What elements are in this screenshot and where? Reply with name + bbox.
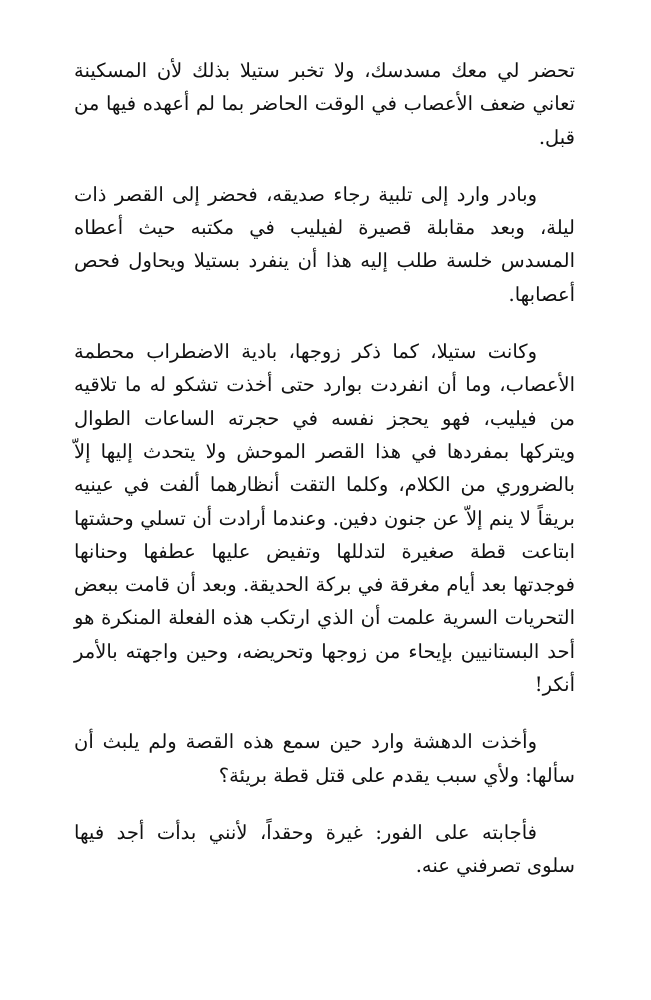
paragraph-2: وبادر وارد إلى تلبية رجاء صديقه، فحضر إلى القصر ذات ليلة، وبعد مقابلة قصيرة لفيليب في مكتبه حيث أعطاه المسدس خلسة طلب إليه هذا أن ينفرد بستيلا ويحاول فحص أعصابها.	[74, 182, 575, 306]
paragraph-1: تحضر لي معك مسدسك، ولا تخبر ستيلا بذلك لأن المسكينة تعاني ضعف الأعصاب في الوقت الحاضر بما لم أعهده فيها من قبل.	[74, 59, 575, 149]
paragraph-3: وكانت ستيلا، كما ذكر زوجها، بادية الاضطراب محطمة الأعصاب، وما أن انفردت بوارد حتى أخذت تشكو له ما تلاقيه من فيليب، فهو يحجز نفسه في حجرته الساعات الطوال ويتركها بمفردها في هذا القصر الموحش ولا يتحدث إليها إلاّ بالضروري من الكلام، وكلما التقت أنظارهما ألفت في عينيه بريقاً لا ينم إلاّ عن جنون دفين. وعندما أرادت أن تسلي وحشتها ابتاعت قطة صغيرة لتدللها وتفيض عليها عطفها وحنانها فوجدتها بعد أيام مغرقة في بركة الحديقة. وبعد أن قامت ببعض التحريات السرية علمت أن الذي ارتكب هذه الفعلة المنكرة هو أحد البستانيين بإيحاء من زوجها وتحريضه، وحين واجهته بالأمر أنكر!	[74, 340, 575, 697]
paragraph-5: فأجابته على الفور: غيرة وحقداً، لأنني بدأت أجد فيها سلوى تصرفني عنه.	[74, 820, 575, 878]
paragraph-4: وأخذت الدهشة وارد حين سمع هذه القصة ولم يلبث أن سألها: ولأي سبب يقدم على قتل قطة بريئة؟	[74, 730, 575, 787]
